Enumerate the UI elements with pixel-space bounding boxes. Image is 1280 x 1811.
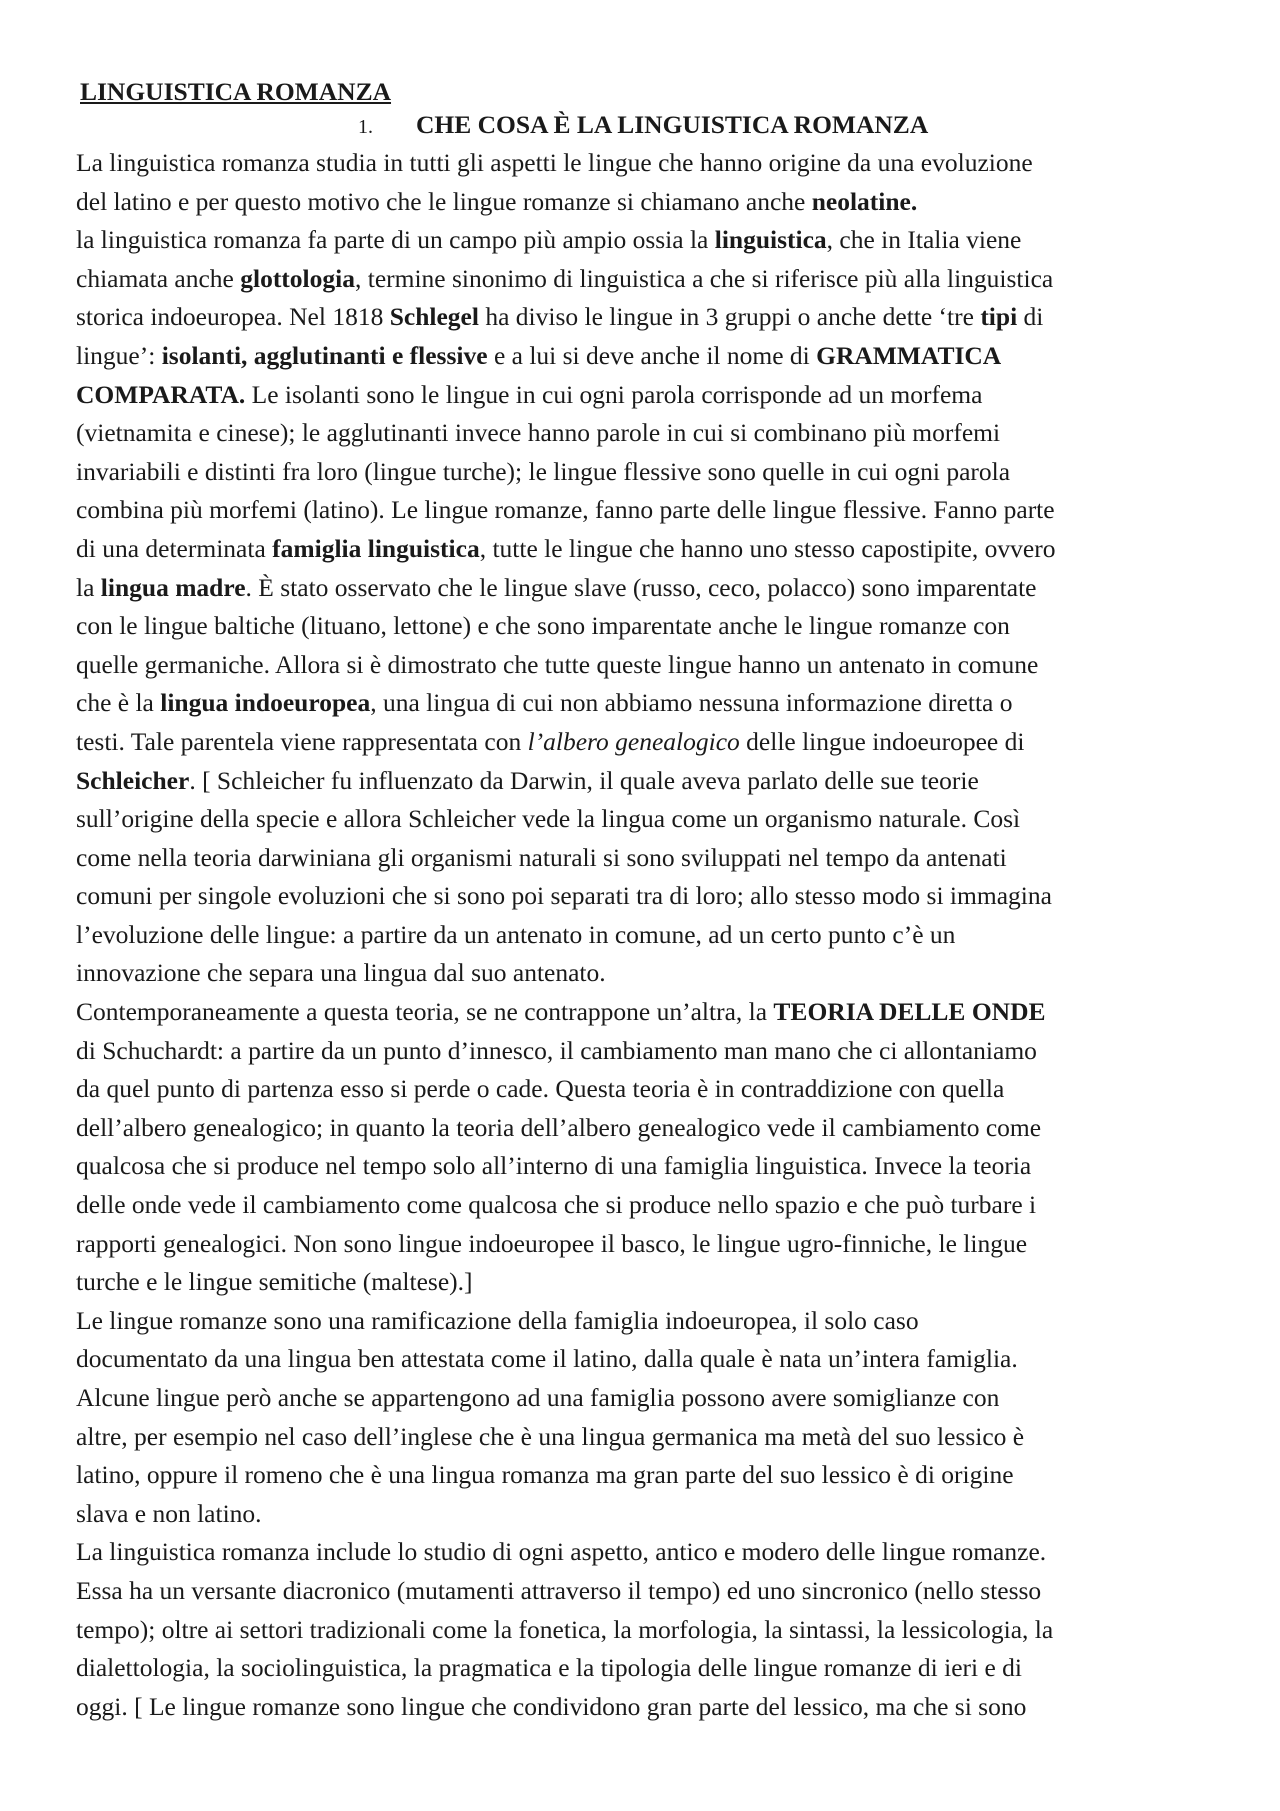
document-page [76, 76, 1226, 1726]
text-run: , tutte le lingue che hanno uno stesso capostipite, ovvero la [76, 533, 1056, 602]
bold-text-run: neolatine. [811, 186, 918, 216]
bold-text-run: TEORIA DELLE ONDE [773, 997, 1046, 1027]
text-run: . [ Schleicher fu influenzato da Darwin, il quale aveva parlato delle sue teorie sull’origine della specie e allora Schleicher vede la lingua come un organismo naturale. Così come nella teoria darwiniana gli organismi naturali si sono sviluppati nel tempo da antenati comuni per singole evoluzioni che si sono poi separati tra di loro; allo stesso modo si immagina l’evoluzione delle lingue: a partire da un antenato in comune, ad un certo punto c’è un innovazione che separa una lingua dal suo antenato. [76, 765, 1052, 988]
document-body [76, 144, 1226, 1726]
bold-text-run: tipi [980, 302, 1018, 332]
text-run: Contemporaneamente a questa teoria, se ne contrappone un’altra, la [76, 997, 774, 1027]
italic-text-run: l’albero genealogico [527, 726, 740, 756]
paragraph [76, 221, 1226, 993]
bold-text-run: Schleicher [76, 765, 190, 795]
text-run: La linguistica romanza studia in tutti gli aspetti le lingue che hanno origine da una evoluzione del latino e per questo motivo che le lingue romanze si chiamano anche [76, 148, 1033, 216]
text-run: Le isolanti sono le lingue in cui ogni parola corrisponde ad un morfema (vietnamita e cinese); le agglutinanti invece hanno parole in cui si combinano più morfemi invariabili e distinti fra loro (lingue turche); le lingue flessive sono quelle in cui ogni parola combina più morfemi (latino). Le lingue romanze, fanno parte delle lingue flessive. Fanno parte di una determinata [76, 379, 1055, 563]
text-run: , termine sinonimo di linguistica a che si riferisce più alla linguistica storica indoeuropea. Nel 1818 [76, 263, 1054, 332]
paragraph [76, 1302, 1226, 1534]
bold-text-run: Schlegel [389, 302, 479, 332]
text-run: ha diviso le lingue in 3 gruppi o anche dette ‘tre [478, 302, 981, 332]
paragraph [76, 1533, 1226, 1726]
document-title: LINGUISTICA ROMANZA [80, 77, 392, 106]
section-heading-row [76, 108, 1226, 144]
text-run: di lingue’: [76, 302, 1044, 370]
paragraph [76, 144, 1226, 221]
text-run: di Schuchardt: a partire da un punto d’innesco, il cambiamento man mano che ci allontaniamo da quel punto di partenza esso si perde o cade. Questa teoria è in contraddizione con quella dell’albero genealogico; in quanto la teoria dell’albero genealogico vede il cambiamento come qualcosa che si produce nel tempo solo all’interno di una famiglia linguistica. Invece la teoria delle onde vede il cambiamento come qualcosa che si produce nello spazio e che può turbare i rapporti genealogici. Non sono lingue indoeuropee il basco, le lingue ugro-finniche, le lingue turche e le lingue semitiche (maltese).] [76, 1035, 1042, 1297]
bold-text-run: isolanti, agglutinanti e flessive [161, 340, 488, 370]
paragraph [76, 993, 1226, 1302]
text-run: delle lingue indoeuropee di [746, 726, 1025, 756]
text-run: , una lingua di cui non abbiamo nessuna informazione diretta o testi. Tale parentela viene rappresentata con [76, 688, 1013, 756]
bold-text-run: GRAMMATICA COMPARATA. [76, 340, 1002, 409]
text-run: La linguistica romanza include lo studio di ogni aspetto, antico e modero delle lingue romanze. Essa ha un versante diacronico (mutamenti attraverso il tempo) ed uno sincronico (nello stesso tempo); oltre ai settori tradizionali come la fonetica, la morfologia, la sintassi, la lessicologia, la dialettologia, la sociolinguistica, la pragmatica e la tipologia delle lingue romanze di ieri e di oggi. [ Le lingue romanze sono lingue che condividono gran parte del lessico, ma che si sono [76, 1537, 1054, 1721]
text-run: Le lingue romanze sono una ramificazione della famiglia indoeuropea, il solo caso documentato da una lingua ben attestata come il latino, dalla quale è nata un’intera famiglia. Alcune lingue però anche se appartengono ad una famiglia possono avere somiglianze con altre, per esempio nel caso dell’inglese che è una lingua germanica ma metà del suo lessico è latino, oppure il romeno che è una lingua romanza ma gran parte del suo lessico è di origine slava e non latino. [76, 1305, 1025, 1528]
section-number: 1. [358, 116, 373, 138]
bold-text-run: famiglia linguistica [272, 533, 480, 563]
bold-text-run: lingua madre [100, 572, 246, 602]
section-heading: CHE COSA È LA LINGUISTICA ROMANZA [416, 110, 929, 139]
text-run: , che in Italia viene chiamata anche [76, 225, 1022, 293]
text-run: e a lui si deve anche il nome di [487, 340, 817, 370]
bold-text-run: lingua indoeuropea [160, 688, 371, 718]
bold-text-run: linguistica [714, 225, 827, 255]
text-run: . È stato osservato che le lingue slave (russo, ceco, polacco) sono imparentate con le lingue baltiche (lituano, lettone) e che sono imparentate anche le lingue romanze con quelle germaniche. Allora si è dimostrato che tutte queste lingue hanno un antenato in comune che è la [76, 572, 1039, 718]
bold-text-run: glottologia [240, 263, 355, 293]
document-title-row [76, 76, 1226, 108]
text-run: la linguistica romanza fa parte di un campo più ampio ossia la [76, 225, 715, 255]
